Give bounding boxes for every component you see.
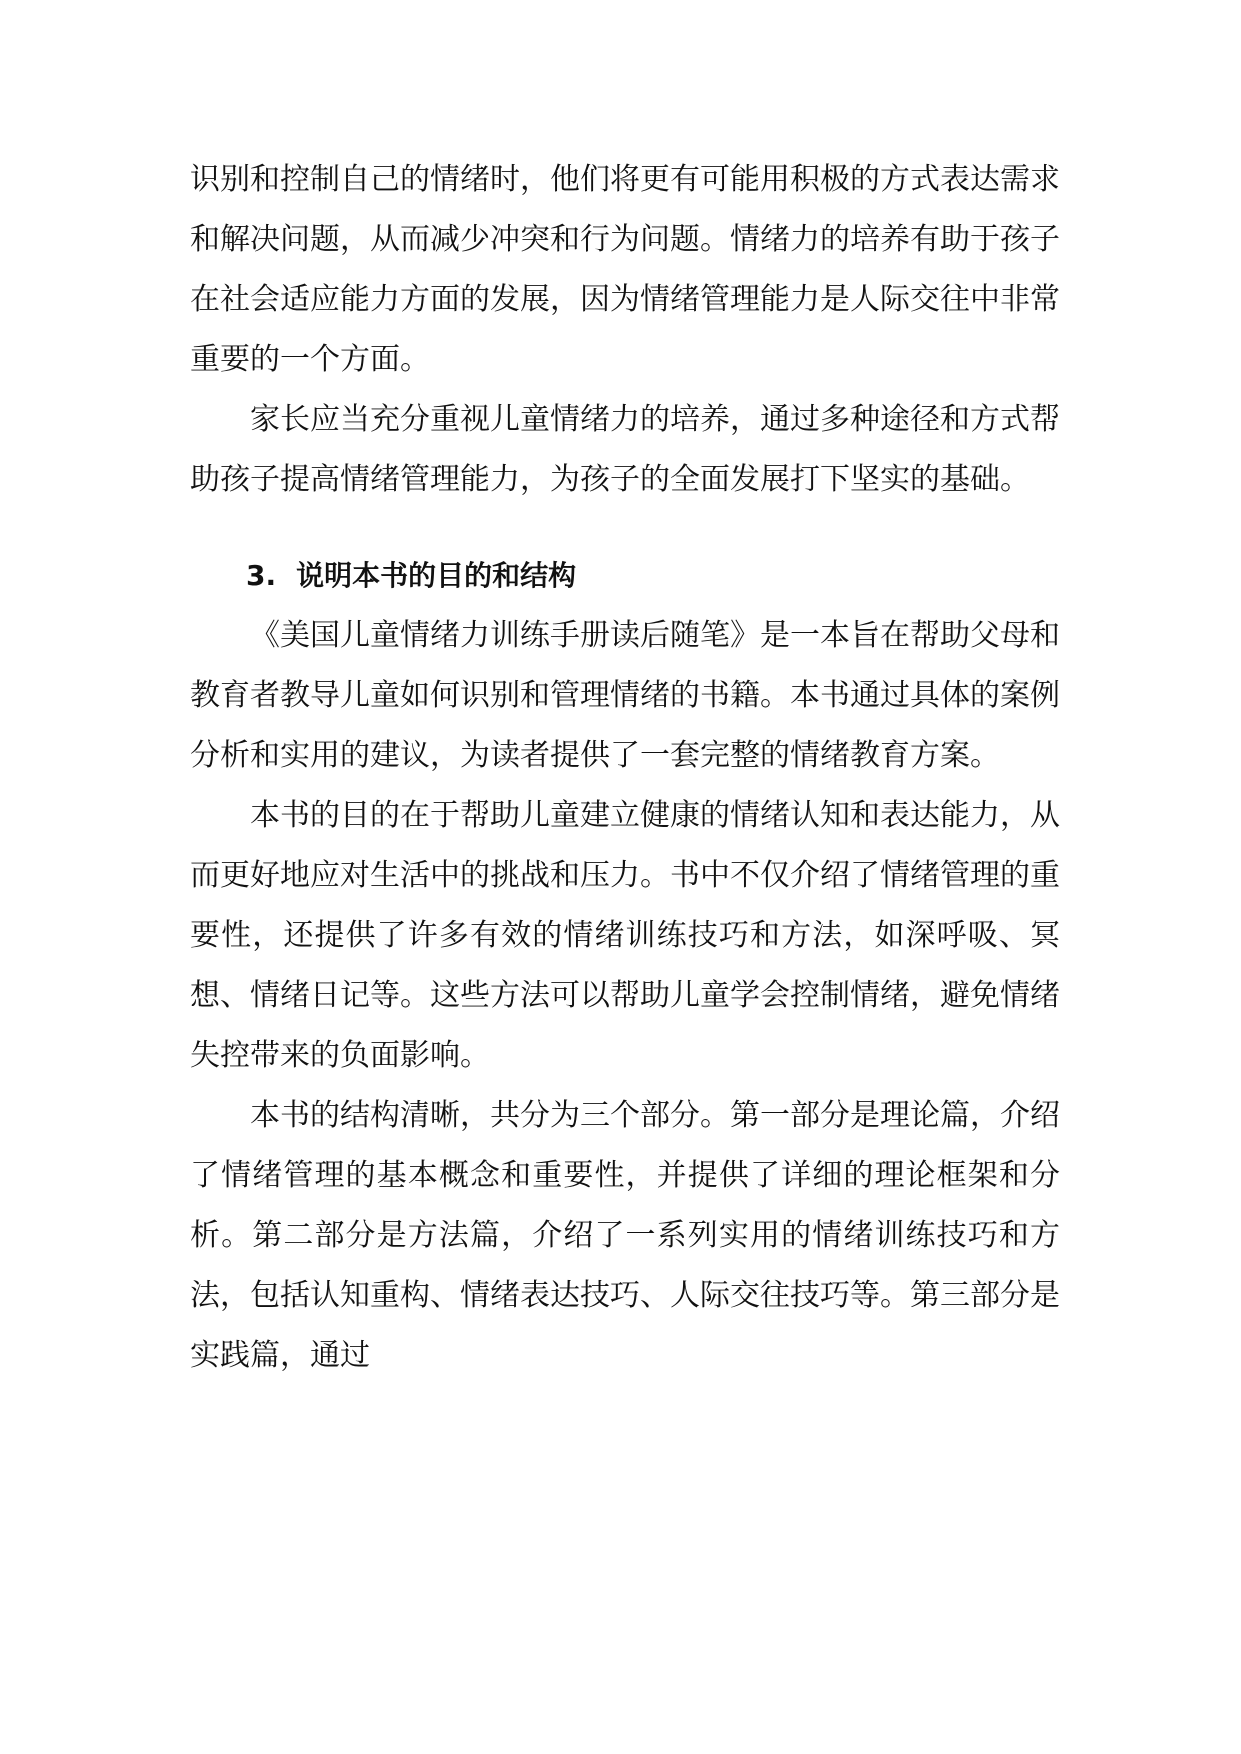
paragraph-book-structure: 本书的结构清晰，共分为三个部分。第一部分是理论篇，介绍了情绪管理的基本概念和重要性，并提供了详细的理论框架和分析。第二部分是方法篇，介绍了一系列实用的情绪训练技巧和方法，包括认知重构、情绪表达技巧、人际交往技巧等。第三部分是实践篇，通过 <box>190 1098 1060 1373</box>
page-content <box>190 150 1060 1386</box>
paragraph-book-intro: 《美国儿童情绪力训练手册读后随笔》是一本旨在帮助父母和教育者教导儿童如何识别和管理情绪的书籍。本书通过具体的案例分析和实用的建议，为读者提供了一套完整的情绪教育方案。 <box>190 618 1060 773</box>
paragraph-parents-advice: 家长应当充分重视儿童情绪力的培养，通过多种途径和方式帮助孩子提高情绪管理能力，为孩子的全面发展打下坚实的基础。 <box>190 402 1060 497</box>
paragraph-continuation: 识别和控制自己的情绪时，他们将更有可能用积极的方式表达需求和解决问题，从而减少冲突和行为问题。情绪力的培养有助于孩子在社会适应能力方面的发展，因为情绪管理能力是人际交往中非常重要的一个方面。 <box>190 162 1060 377</box>
paragraph-book-purpose: 本书的目的在于帮助儿童建立健康的情绪认知和表达能力，从而更好地应对生活中的挑战和压力。书中不仅介绍了情绪管理的重要性，还提供了许多有效的情绪训练技巧和方法，如深呼吸、冥想、情绪日记等。这些方法可以帮助儿童学会控制情绪，避免情绪失控带来的负面影响。 <box>190 798 1060 1073</box>
section-heading <box>190 546 1060 606</box>
section-number: 3. <box>246 559 277 592</box>
section-title: 说明本书的目的和结构 <box>296 559 577 592</box>
